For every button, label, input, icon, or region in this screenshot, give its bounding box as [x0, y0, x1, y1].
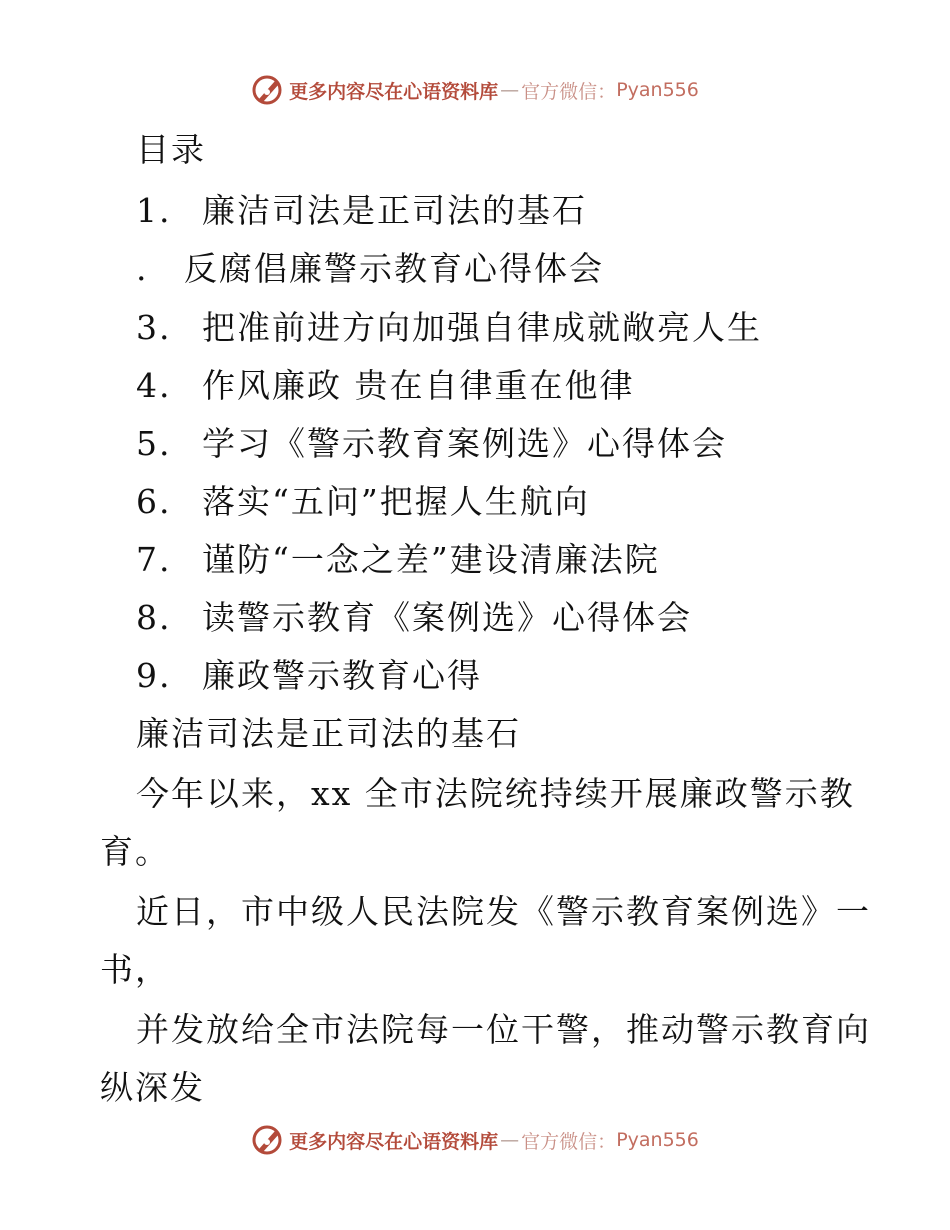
- toc-item-text: 读警示教育《案例选》心得体会: [202, 598, 692, 637]
- pen-circle-logo-icon: [251, 1123, 285, 1157]
- pen-circle-logo-icon: [251, 73, 285, 107]
- toc-item-number: 5.: [136, 424, 172, 463]
- toc-item-text: 谨防“一念之差”建设清廉法院: [202, 540, 660, 579]
- toc-item-text: 作风廉政 贵在自律重在他律: [202, 366, 635, 405]
- toc-item: [136, 185, 587, 232]
- toc-item: [136, 476, 590, 523]
- toc-item-number: 8.: [136, 598, 172, 637]
- footer-banner: [0, 1118, 950, 1162]
- banner-wechat-id: Pyan556: [616, 1129, 699, 1151]
- banner-wechat-id: Pyan556: [616, 79, 699, 101]
- toc-item: [136, 418, 727, 465]
- paragraph-line: 育。: [100, 832, 170, 871]
- paragraph-line: 近日，市中级人民法院发《警示教育案例选》一: [136, 892, 871, 931]
- banner-wechat-label: 官方微信：: [521, 1130, 617, 1153]
- toc-item: [136, 302, 762, 349]
- paragraph-line: 并发放给全市法院每一位干警，推动警示教育向: [136, 1010, 871, 1049]
- header-banner: [0, 68, 950, 112]
- paragraph-line: 书，: [100, 950, 170, 989]
- toc-item: [136, 592, 692, 639]
- toc-item: [136, 650, 482, 697]
- toc-item-number: .: [136, 249, 149, 288]
- paragraph-line: 今年以来，xx 全市法院统持续开展廉政警示教: [136, 774, 855, 813]
- banner-site-text: 更多内容尽在心语资料库: [289, 80, 499, 103]
- toc-item-text: 廉政警示教育心得: [202, 656, 482, 695]
- banner-separator: —: [500, 1129, 520, 1151]
- toc-item-number: 9.: [136, 656, 172, 695]
- banner-site-text: 更多内容尽在心语资料库: [289, 1130, 499, 1153]
- toc-item-text: 落实“五问”把握人生航向: [202, 482, 590, 521]
- toc-item-number: 1.: [136, 191, 172, 230]
- toc-item-text: 学习《警示教育案例选》心得体会: [202, 424, 727, 463]
- paragraph-line: 纵深发: [100, 1068, 205, 1107]
- toc-item: [136, 534, 660, 581]
- toc-title: 目录: [136, 130, 206, 169]
- toc-item: [136, 360, 635, 407]
- toc-item-text: 廉洁司法是正司法的基石: [202, 191, 587, 230]
- banner-wechat-label: 官方微信：: [521, 80, 617, 103]
- toc-item: [136, 243, 604, 290]
- toc-item-text: 反腐倡廉警示教育心得体会: [184, 249, 604, 288]
- toc-item-number: 7.: [136, 540, 172, 579]
- toc-item-text: 把准前进方向加强自律成就敞亮人生: [202, 308, 762, 347]
- toc-item-number: 4.: [136, 366, 172, 405]
- toc-item-number: 6.: [136, 482, 172, 521]
- banner-separator: —: [500, 79, 520, 101]
- toc-item-number: 3.: [136, 308, 172, 347]
- article-title: 廉洁司法是正司法的基石: [136, 714, 521, 753]
